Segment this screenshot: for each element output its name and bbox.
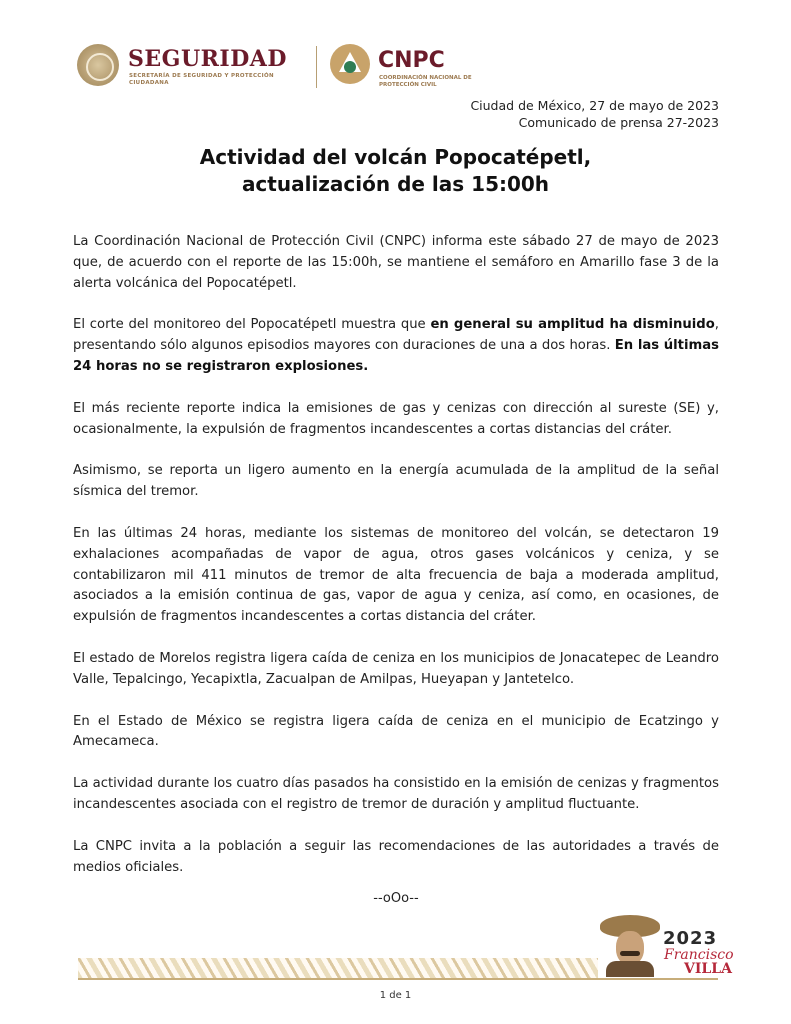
paragraph-5: En las últimas 24 horas, mediante los sistemas de monitoreo del volcán, se detectaron 19 exhalaciones acompañadas de vapor de agua, otros gases volcánicos y ceniza, y se contabilizaron mil 411 minutos de tremor de alta frecuencia de baja a moderada amplitud, asociados a la emisión continua de gas, vapor de agua y ceniza, así como, en ocasiones, de expulsión de fragmentos incandescentes a cortas distancia del cráter. xyxy=(73,525,719,625)
footer-decorative-band xyxy=(78,958,598,980)
paragraph-8: La actividad durante los cuatro días pasados ha consistido en la emisión de cenizas y fragmentos incandescentes asociada con el registro de tremor de duración y amplitud fluctuante. xyxy=(73,776,719,812)
seguridad-subtitle: SECRETARÍA DE SEGURIDAD Y PROTECCIÓN CIUDADANA xyxy=(129,73,274,86)
paragraph-9: La CNPC invita a la población a seguir las recomendaciones de las autoridades a través de medios oficiales. xyxy=(73,838,719,875)
paragraph-2-bold-b: En las últimas 24 horas no se registraron explosiones. xyxy=(73,338,719,374)
page-number: 1 de 1 xyxy=(379,990,412,1001)
footer-name-villa: VILLA xyxy=(684,961,732,977)
cnpc-logo-icon xyxy=(330,44,370,84)
francisco-villa-portrait-icon xyxy=(600,915,660,977)
paragraph-6: El estado de Morelos registra ligera caída de ceniza en los municipios de Jonacatepec de Leandro Valle, Tepalcingo, Yecapixtla, Zacualpan de Amilpas, Hueyapan y Jantetelco. xyxy=(73,650,719,687)
paragraph-2-text-b: , presentando sólo algunos episodios mayores con duraciones de una a dos horas. xyxy=(73,317,719,354)
paragraph-1: La Coordinación Nacional de Protección Civil (CNPC) informa este sábado 27 de mayo de 2023 que, de acuerdo con el reporte de las 15:00h, se mantiene el semáforo en Amarillo fase 3 de la alerta volcánica del Popocatépetl. xyxy=(73,234,719,291)
footer-line xyxy=(78,978,718,980)
seguridad-title: SEGURIDAD xyxy=(128,46,287,72)
document-meta xyxy=(470,97,719,131)
paragraph-3: El más reciente reporte indica la emisiones de gas y cenizas con dirección al sureste (SE) y, ocasionalmente, la expulsión de fragmentos incandescentes a cortas distancias del cráter. xyxy=(73,400,719,437)
footer-name-francisco: Francisco xyxy=(664,947,734,963)
header-divider xyxy=(316,46,317,88)
document-body xyxy=(73,232,719,910)
paragraph-4: Asimismo, se reporta un ligero aumento en la energía acumulada de la amplitud de la señal sísmica del tremor. xyxy=(73,463,719,500)
paragraph-2-text-a: El corte del monitoreo del Popocatépetl muestra que xyxy=(73,317,431,333)
paragraph-2 xyxy=(73,315,719,377)
title-line-1: Actividad del volcán Popocatépetl, xyxy=(199,145,592,169)
national-seal-icon xyxy=(77,44,119,86)
letterhead xyxy=(72,42,492,92)
paragraph-2-bold-a: en general su amplitud ha disminuido xyxy=(430,317,715,333)
release-number: Comunicado de prensa 27-2023 xyxy=(518,115,719,130)
cnpc-title: CNPC xyxy=(378,48,445,73)
footer-year: 2023 xyxy=(663,928,718,949)
title-line-2: actualización de las 15:00h xyxy=(241,172,550,196)
cnpc-subtitle: COORDINACIÓN NACIONAL DE PROTECCIÓN CIVIL xyxy=(379,75,472,88)
paragraph-7: En el Estado de México se registra ligera caída de ceniza en el municipio de Ecatzingo y Amecameca. xyxy=(73,713,719,750)
place-date: Ciudad de México, 27 de mayo de 2023 xyxy=(470,98,719,113)
closing-mark: --oOo-- xyxy=(373,891,419,907)
document-title xyxy=(0,144,791,198)
